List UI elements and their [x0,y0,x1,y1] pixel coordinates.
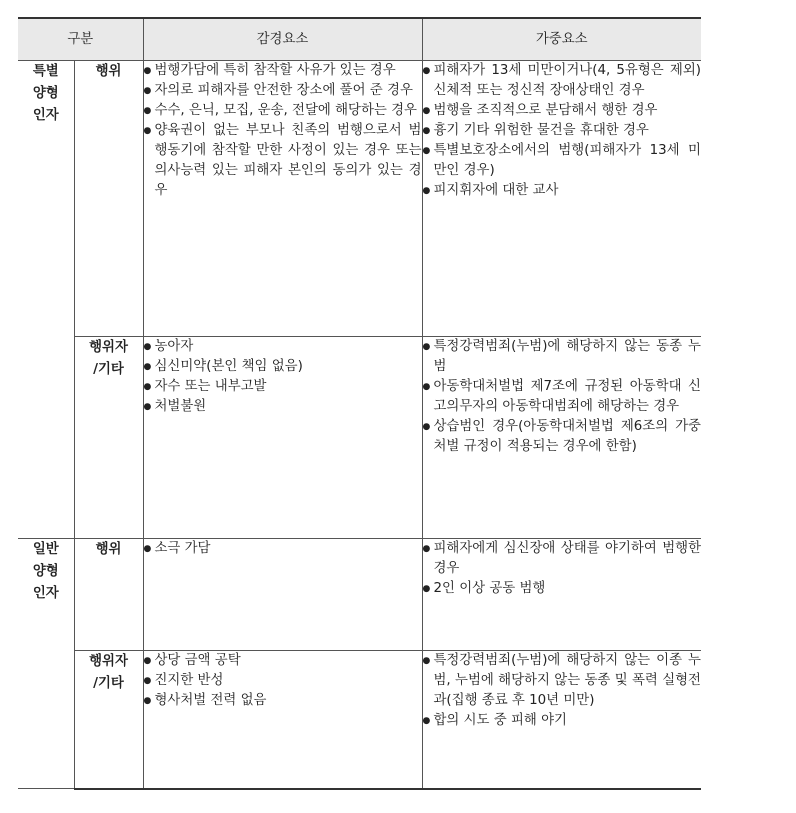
subcategory-label [74,539,143,651]
list-item: ● 피해자가 13세 미만이거나(4, 5유형은 제외) 신체적 또는 정신적 장애상태인 경우 [423,61,702,101]
subcategory-text: 행위자 /기타 [89,340,128,377]
group-label: 특별 양형 인자 [32,64,59,123]
list-item: ● 아동학대처벌법 제7조에 규정된 아동학대 신고의무자의 아동학대범죄에 해당하는 경우 [423,377,702,417]
group-general-factors [18,539,74,789]
list-item: ● 특정강력범죄(누범)에 해당하지 않는 이종 누범, 누범에 해당하지 않는 동종 및 폭력 실형전과(집행 종료 후 10년 미만) [423,651,702,711]
subcategory-label [74,337,143,539]
list-item: ● 처벌불원 [144,397,422,417]
subcategory-text: 행위 [95,542,122,557]
aggravating-cell [422,61,701,337]
list-item: ● 흉기 기타 위험한 물건을 휴대한 경우 [423,121,702,141]
header-aggravating: 가중요소 [422,18,701,61]
header-category: 구분 [18,18,143,61]
list-item: ● 특별보호장소에서의 범행(피해자가 13세 미만인 경우) [423,141,702,181]
list-item: ● 형사처벌 전력 없음 [144,691,422,711]
aggravating-cell [422,651,701,789]
list-item: ● 피지휘자에 대한 교사 [423,181,702,201]
row-special-actor [18,337,701,539]
mitigating-cell [143,651,422,789]
group-label: 일반 양형 인자 [32,542,59,601]
list-item: ● 소극 가담 [144,539,422,559]
subcategory-text: 행위자 /기타 [89,654,128,691]
subcategory-text: 행위 [95,64,122,79]
list-item: ● 특정강력범죄(누범)에 해당하지 않는 동종 누범 [423,337,702,377]
list-item: ● 합의 시도 중 피해 야기 [423,711,702,731]
group-special-factors [18,61,74,539]
list-item: ● 양육권이 없는 부모나 친족의 범행으로서 범행동기에 참작할 만한 사정이 있는 경우 또는 의사능력 있는 피해자 본인의 동의가 있는 경우 [144,121,422,201]
header-mitigating: 감경요소 [143,18,422,61]
subcategory-label [74,651,143,789]
row-special-act [18,61,701,337]
aggravating-cell [422,337,701,539]
row-general-actor [18,651,701,789]
mitigating-cell [143,61,422,337]
aggravating-cell [422,539,701,651]
list-item: ● 범행가담에 특히 참작할 사유가 있는 경우 [144,61,422,81]
subcategory-label [74,61,143,337]
list-item: ● 범행을 조직적으로 분담해서 행한 경우 [423,101,702,121]
mitigating-cell [143,337,422,539]
list-item: ● 진지한 반성 [144,671,422,691]
list-item: ● 상습범인 경우(아동학대처벌법 제6조의 가중처벌 규정이 적용되는 경우에 한함) [423,417,702,457]
list-item: ● 자의로 피해자를 안전한 장소에 풀어 준 경우 [144,81,422,101]
list-item: ● 피해자에게 심신장애 상태를 야기하여 범행한 경우 [423,539,702,579]
list-item: ● 상당 금액 공탁 [144,651,422,671]
list-item: ● 자수 또는 내부고발 [144,377,422,397]
list-item: ● 2인 이상 공동 범행 [423,579,702,599]
sentencing-factors-table [18,17,701,790]
list-item: ● 농아자 [144,337,422,357]
list-item: ● 심신미약(본인 책임 없음) [144,357,422,377]
mitigating-cell [143,539,422,651]
row-general-act [18,539,701,651]
list-item: ● 수수, 은닉, 모집, 운송, 전달에 해당하는 경우 [144,101,422,121]
header-row [18,18,701,61]
